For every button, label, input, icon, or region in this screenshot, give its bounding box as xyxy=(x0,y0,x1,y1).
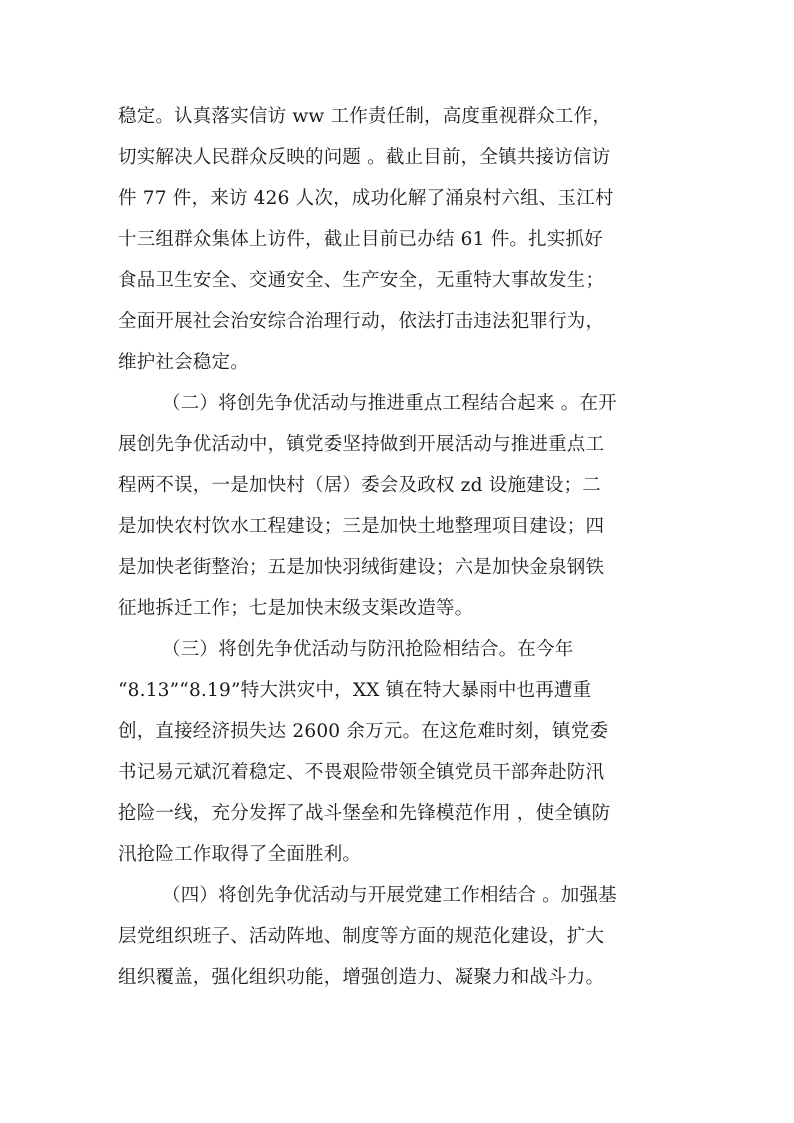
text-line: 抢险一线，充分发挥了战斗堡垒和先锋模范作用 ，使全镇防 xyxy=(118,803,611,824)
text-line: 全面开展社会治安综合治理行动，依法打击违法犯罪行为， xyxy=(118,311,605,332)
text-line: 十三组群众集体上访件，截止目前已办结 61 件。扎实抓好 xyxy=(118,229,603,250)
text-line: 件 77 件，来访 426 人次，成功化解了涌泉村六组、玉江村 xyxy=(118,188,614,209)
text-line: 稳定。认真落实信访 ww 工作责任制，高度重视群众工作， xyxy=(118,106,612,127)
paragraph-heading-3: （三）将创先争优活动与防汛抢险相结合。在今年 xyxy=(162,639,574,660)
text-line: “8.13”“8.19”特大洪灾中，XX 镇在特大暴雨中也再遭重 xyxy=(118,680,592,701)
text-line: 组织覆盖，强化组织功能，增强创造力、凝聚力和战斗力。 xyxy=(118,967,605,988)
paragraph-heading-2: （二）将创先争优活动与推进重点工程结合起来 。在开 xyxy=(162,393,617,414)
text-line: 展创先争优活动中，镇党委坚持做到开展活动与推进重点工 xyxy=(118,434,605,455)
text-line: 书记易元斌沉着稳定、不畏艰险带领全镇党员干部奔赴防汛 xyxy=(118,762,605,783)
text-line: 食品卫生安全、交通安全、生产安全，无重特大事故发生； xyxy=(118,270,605,291)
text-line: 维护社会稳定。 xyxy=(118,352,249,373)
text-line: 切实解决人民群众反映的问题 。截止目前，全镇共接访信访 xyxy=(118,147,611,168)
text-line: 汛抢险工作取得了全面胜利。 xyxy=(118,844,362,865)
text-line: 程两不误，一是加快村（居）委会及政权 zd 设施建设；二 xyxy=(118,475,601,496)
text-line: 层党组织班子、活动阵地、制度等方面的规范化建设，扩大 xyxy=(118,926,605,947)
text-line: 创，直接经济损失达 2600 余万元。在这危难时刻，镇党委 xyxy=(118,721,609,742)
text-line: 征地拆迁工作；七是加快末级支渠改造等。 xyxy=(118,598,474,619)
text-line: 是加快农村饮水工程建设；三是加快土地整理项目建设；四 xyxy=(118,516,605,537)
paragraph-heading-4: （四）将创先争优活动与开展党建工作相结合 。加强基 xyxy=(162,885,617,906)
text-line: 是加快老街整治；五是加快羽绒街建设；六是加快金泉钢铁 xyxy=(118,557,605,578)
